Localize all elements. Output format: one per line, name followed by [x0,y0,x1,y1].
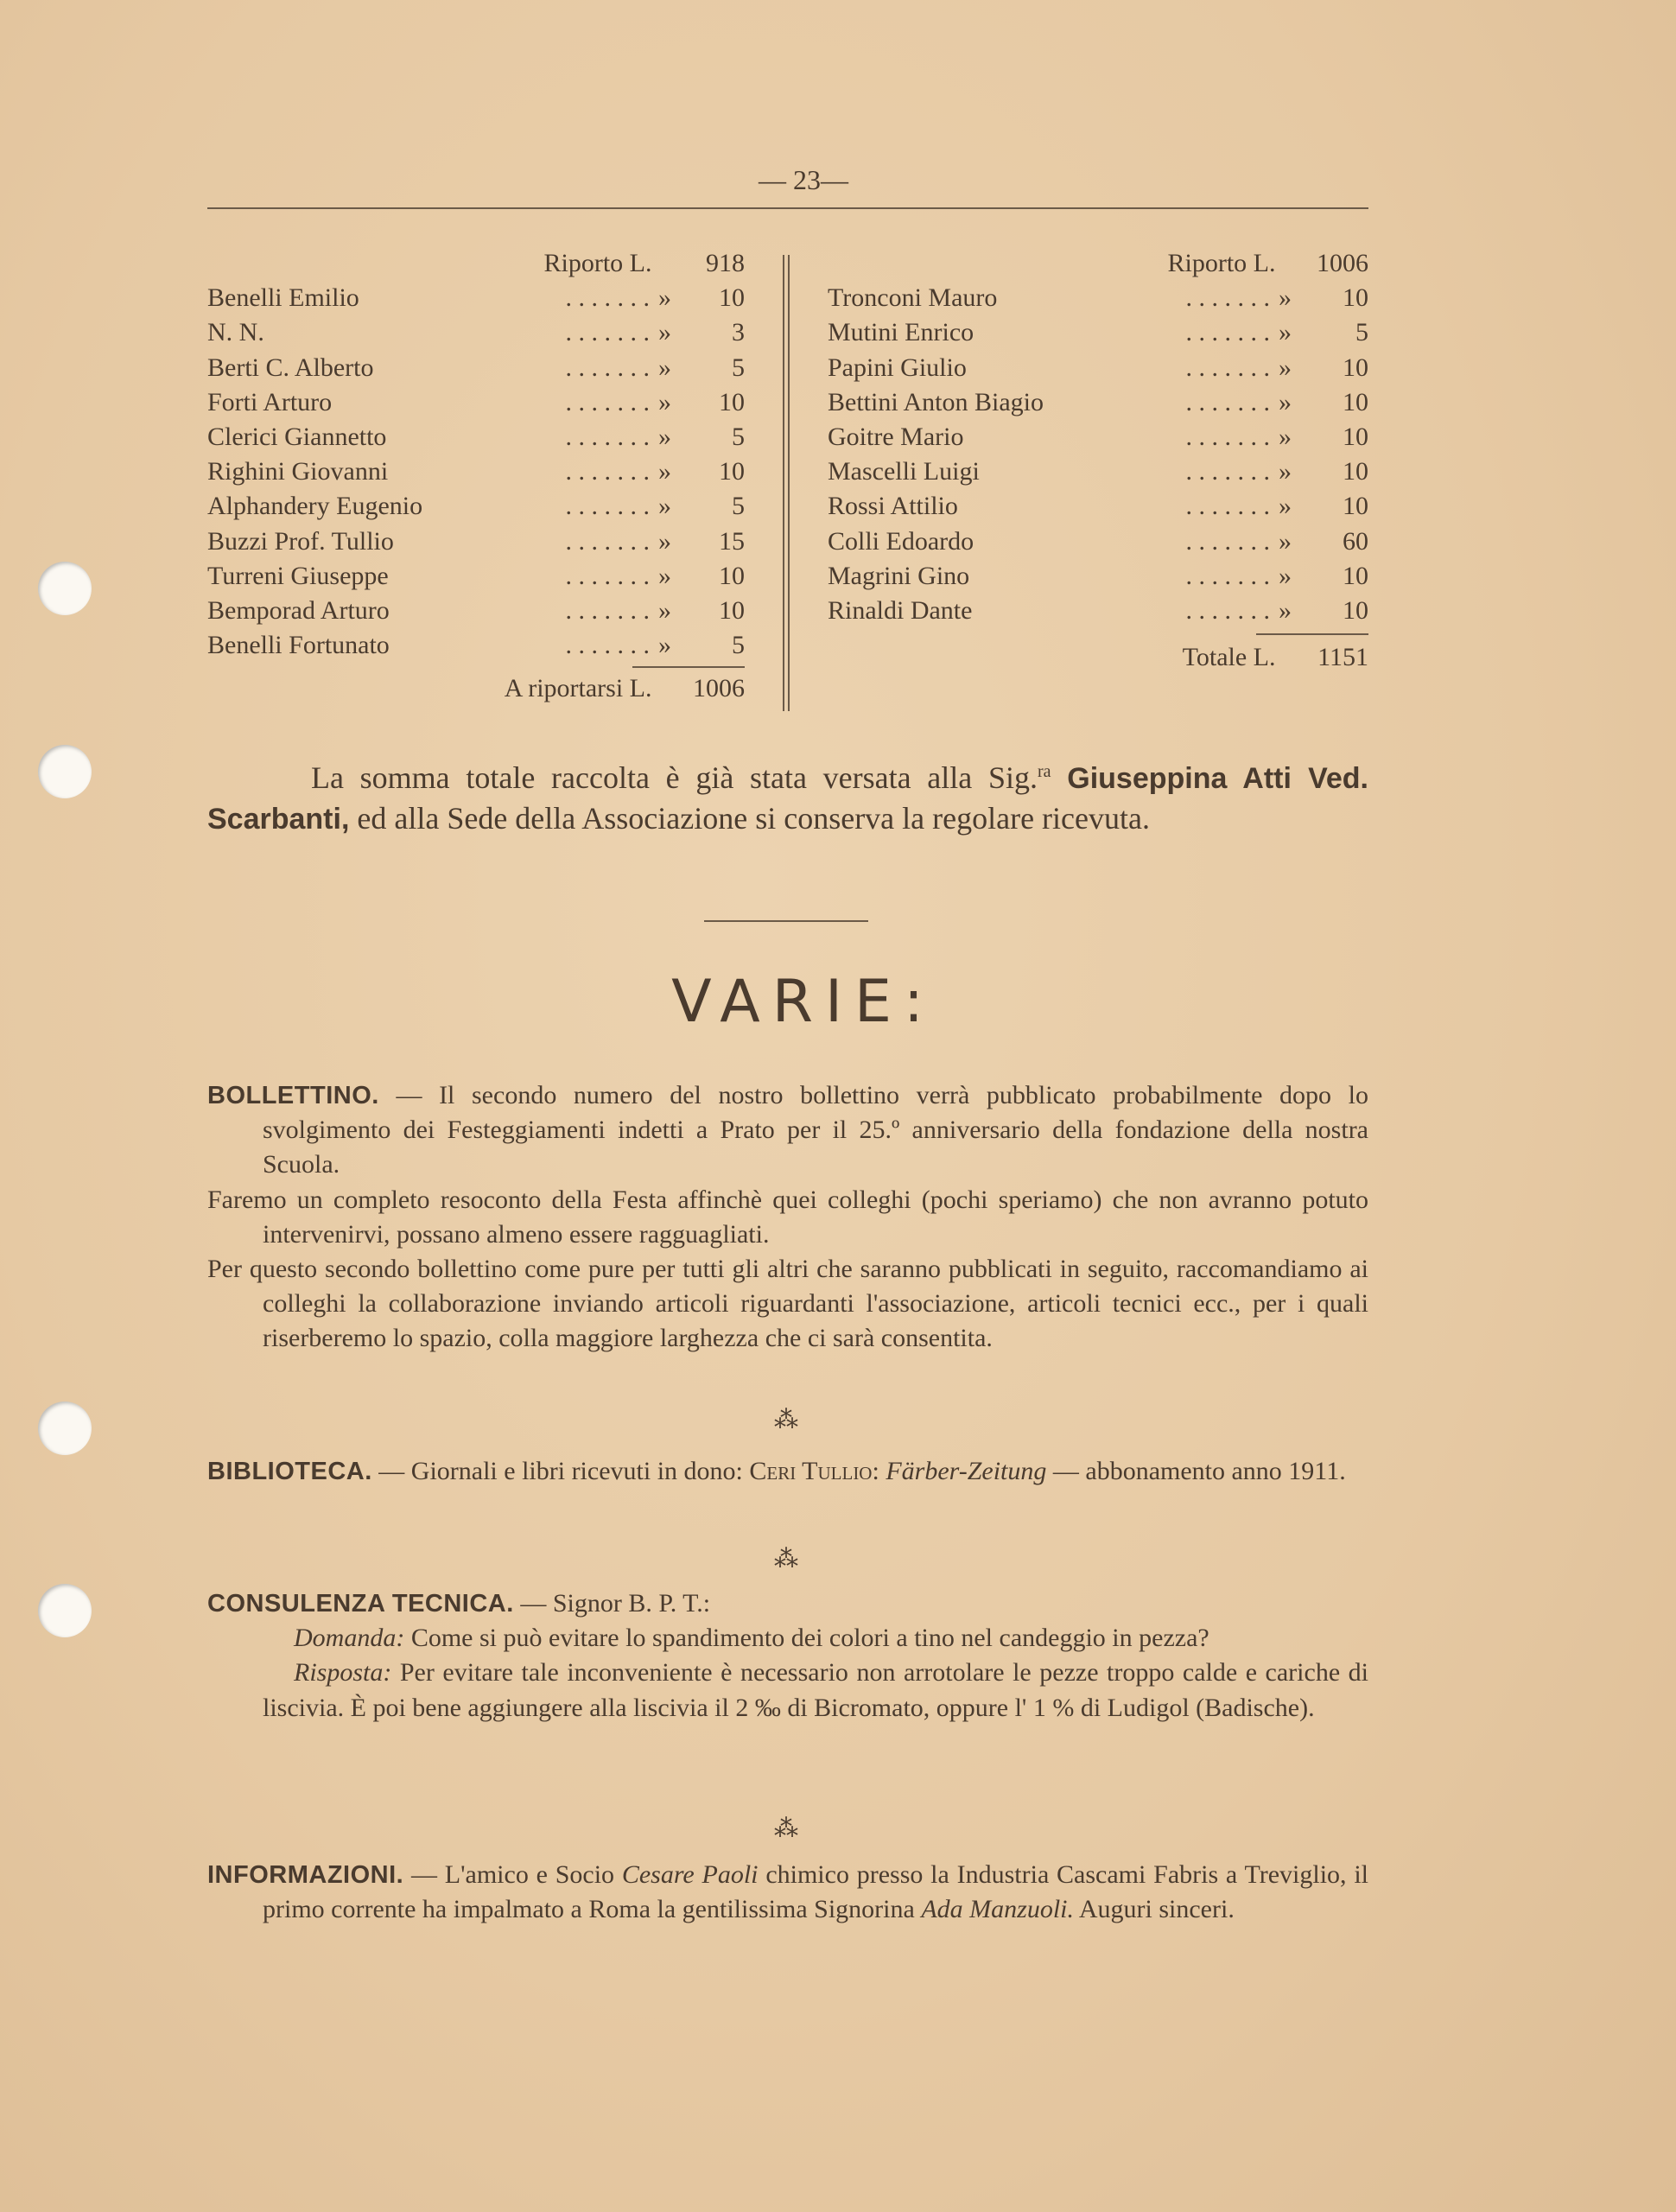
dot-leader: . . . . . . . [1185,595,1270,625]
asterism: ⁂ [774,1815,798,1842]
dot-leader: . . . . . . . [1185,318,1270,347]
carry-in-row [207,246,745,281]
informazioni-text-1: — L'amico e Socio [411,1860,615,1889]
ledger-row [207,489,745,524]
carry-in-row [828,246,1368,281]
donor-name: Forti Arturo [207,387,333,416]
section-rule [704,920,868,922]
punch-hole [38,745,92,798]
header-rule [207,207,1368,209]
section-title: VARIE: [671,968,936,1036]
page-number: — 23— [759,164,848,195]
ledger-row [207,524,745,559]
asterism: ⁂ [774,1407,798,1433]
ledger-row [828,315,1368,350]
donation-amount: 10 [1343,283,1368,313]
summary-paragraph [207,752,1368,839]
informazioni-text-3: Auguri sinceri. [1078,1895,1235,1924]
punch-hole [38,562,92,615]
dot-leader: . . . . . . . [1185,492,1270,521]
ditto-mark: » [658,526,671,556]
ledger-row [207,315,745,350]
ledger-row [828,454,1368,489]
ledger-row [828,594,1368,628]
dot-leader: . . . . . . . [565,526,650,556]
ledger-row [207,281,745,315]
dot-leader: . . . . . . . [565,561,650,590]
donation-amount: 5 [732,422,745,451]
donation-amount: 10 [719,457,745,486]
carry-out-row [207,671,745,706]
donor-name: N. N. [207,318,264,347]
summary-superscript: ra [1038,762,1051,781]
biblioteca-donor: Ceri Tullio: [749,1457,879,1485]
ditto-mark: » [658,492,671,521]
donor-name: Alphandery Eugenio [207,492,423,521]
dot-leader: . . . . . . . [565,492,650,521]
column-divider [783,255,784,711]
sum-line [632,666,745,668]
ditto-mark: » [1279,422,1292,451]
carry-out-value: 1006 [693,674,745,703]
punch-hole [38,1584,92,1637]
punch-hole [38,1402,92,1455]
donor-name: Benelli Fortunato [207,631,390,660]
ditto-mark: » [658,283,671,313]
ledger-row [207,420,745,454]
informazioni-label: INFORMAZIONI. [207,1861,404,1889]
donation-amount: 10 [1343,387,1368,416]
ledger-row [828,420,1368,454]
donor-name: Mutini Enrico [828,318,974,347]
donor-name: Clerici Giannetto [207,422,387,451]
donation-amount: 5 [732,492,745,521]
donation-amount: 10 [719,283,745,313]
ditto-mark: » [1279,318,1292,347]
informazioni-text-2: chimico presso la Industria Cascami Fabris a Treviglio, il primo corrente ha impalmato a Roma la gentilissima Signorina [263,1860,1369,1924]
summary-text-1: La somma totale raccolta è già stata versata alla Sig. [311,760,1038,795]
dot-leader: . . . . . . . [1185,387,1270,416]
total-label: Totale L. [1182,643,1276,672]
donation-amount: 15 [719,526,745,556]
donation-amount: 10 [719,387,745,416]
dot-leader: . . . . . . . [1185,283,1270,313]
donation-amount: 5 [1355,318,1368,347]
carry-in-label: Riporto L. [543,249,652,277]
carry-in-label: Riporto L. [1167,249,1276,277]
dot-leader: . . . . . . . [565,387,650,416]
bollettino-p3: Per questo secondo bollettino come pure per tutti gli altri che saranno pubblicati in seguito, raccomandiamo ai colleghi la collaborazione inviando articoli riguardanti l'associazione, articoli tecnici ecc., per i quali riserberemo lo spazio, colla maggiore larghezza che ci sarà consentita. [207,1255,1368,1353]
dot-leader: . . . . . . . [1185,526,1270,556]
ditto-mark: » [1279,595,1292,625]
biblioteca-journal: Färber-Zeitung [886,1457,1047,1485]
summary-name: Giuseppina Atti Ved. Scarbanti, [207,762,1368,836]
donation-amount: 10 [1343,595,1368,625]
total-row [828,640,1368,675]
summary-text-2: ed alla Sede della Associazione si conserva la regolare ricevuta. [357,801,1150,836]
donor-name: Papini Giulio [828,353,967,382]
ledger-row [207,454,745,489]
donor-name: Bemporad Arturo [207,595,390,625]
answer-label: Risposta: [294,1658,392,1688]
biblioteca-text-1: — Giornali e libri ricevuti in dono: [378,1457,743,1485]
donor-name: Bettini Anton Biagio [828,387,1044,416]
ledger-row [828,351,1368,385]
donation-amount: 60 [1343,526,1368,556]
donation-amount: 3 [732,318,745,347]
donor-name: Berti C. Alberto [207,353,374,382]
biblioteca-label: BIBLIOTECA. [207,1458,372,1485]
ditto-mark: » [658,353,671,382]
donor-name: Buzzi Prof. Tullio [207,526,394,556]
question-label: Domanda: [294,1624,405,1653]
bollettino-label: BOLLETTINO. [207,1082,379,1109]
ditto-mark: » [1279,283,1292,313]
dot-leader: . . . . . . . [565,353,650,382]
question-text: Come si può evitare lo spandimento dei colori a tino nel candeggio in pezza? [410,1624,1209,1653]
section-bollettino [207,1078,1368,1357]
donor-name: Goitre Mario [828,422,964,451]
bollettino-p2: Faremo un completo resoconto della Festa affinchè quei colleghi (pochi speriamo) che non avranno potuto intervenirvi, possano almeno essere ragguagliati. [207,1185,1368,1249]
carry-in-value: 1006 [1317,249,1368,277]
ledger-right [828,246,1368,675]
dot-leader: . . . . . . . [565,631,650,660]
section-informazioni [207,1858,1368,1927]
dot-leader: . . . . . . . [565,318,650,347]
donor-name: Mascelli Luigi [828,457,980,486]
ditto-mark: » [658,561,671,590]
column-divider [788,255,790,711]
bollettino-p1: — Il secondo numero del nostro bollettino verrà pubblicato probabilmente dopo lo svolgimento dei Festeggiamenti indetti a Prato per il 25.º anniversario della fondazione della nostra Scuola. [263,1081,1368,1179]
ditto-mark: » [1279,387,1292,416]
consulenza-intro: — Signor B. P. T.: [520,1589,711,1618]
informazioni-person: Cesare Paoli [621,1860,759,1889]
dot-leader: . . . . . . . [565,422,650,451]
section-biblioteca [207,1454,1368,1489]
ledger-row [828,489,1368,524]
ledger-row [207,628,745,663]
carry-out-label: A riportarsi L. [504,674,652,703]
dot-leader: . . . . . . . [1185,422,1270,451]
ditto-mark: » [1279,492,1292,521]
ditto-mark: » [658,631,671,660]
donor-name: Rossi Attilio [828,492,958,521]
sum-line [1256,633,1368,635]
ledger-row [207,385,745,420]
carry-in-value: 918 [706,249,745,277]
donation-amount: 10 [1343,492,1368,521]
donation-amount: 10 [1343,422,1368,451]
ditto-mark: » [1279,457,1292,486]
dot-leader: . . . . . . . [1185,457,1270,486]
asterism: ⁂ [774,1546,798,1573]
ditto-mark: » [658,318,671,347]
dot-leader: . . . . . . . [1185,561,1270,590]
donor-name: Turreni Giuseppe [207,561,389,590]
donation-amount: 10 [1343,353,1368,382]
donor-name: Tronconi Mauro [828,283,998,313]
ditto-mark: » [658,457,671,486]
donor-name: Rinaldi Dante [828,595,973,625]
donation-amount: 10 [1343,457,1368,486]
section-consulenza [207,1586,1368,1726]
ditto-mark: » [1279,353,1292,382]
ledger-row [828,524,1368,559]
ledger-row [828,281,1368,315]
ditto-mark: » [658,387,671,416]
donation-amount: 5 [732,353,745,382]
dot-leader: . . . . . . . [1185,353,1270,382]
donation-amount: 10 [719,561,745,590]
ledger-row [207,559,745,594]
dot-leader: . . . . . . . [565,457,650,486]
ditto-mark: » [658,595,671,625]
ditto-mark: » [1279,561,1292,590]
dot-leader: . . . . . . . [565,595,650,625]
informazioni-bride: Ada Manzuoli. [921,1895,1074,1924]
dot-leader: . . . . . . . [565,283,650,313]
ledger-row [828,385,1368,420]
ditto-mark: » [1279,526,1292,556]
donor-name: Magrini Gino [828,561,970,590]
total-value: 1151 [1317,643,1368,672]
ledger-left [207,246,745,706]
donor-name: Benelli Emilio [207,283,359,313]
answer-text: Per evitare tale inconveniente è necessario non arrotolare le pezze troppo calde e cariche di liscivia. È poi bene aggiungere alla liscivia il 2 ‰ di Bicromato, oppure l' 1 % di Ludigol (Badische). [263,1658,1368,1722]
ditto-mark: » [658,422,671,451]
donation-amount: 5 [732,631,745,660]
donor-name: Righini Giovanni [207,457,389,486]
donation-amount: 10 [1343,561,1368,590]
ledger-row [207,594,745,628]
biblioteca-text-2: — abbonamento anno 1911. [1052,1457,1346,1485]
donation-amount: 10 [719,595,745,625]
ledger-row [828,559,1368,594]
ledger-row [207,351,745,385]
consulenza-label: CONSULENZA TECNICA. [207,1590,514,1618]
donor-name: Colli Edoardo [828,526,974,556]
